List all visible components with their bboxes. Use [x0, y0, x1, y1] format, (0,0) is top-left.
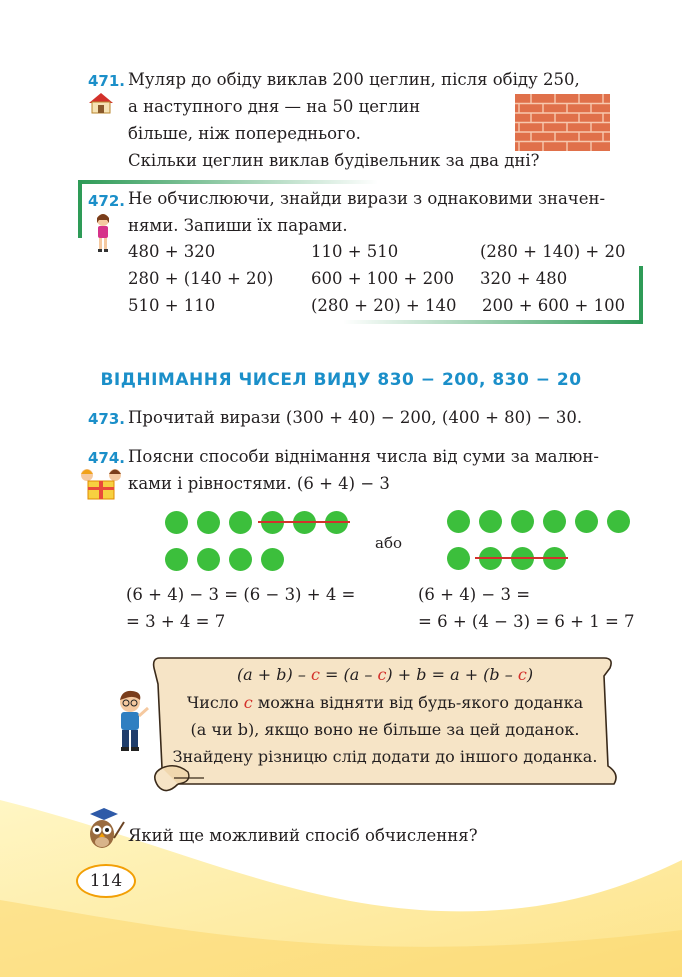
page-number: 114	[76, 864, 136, 898]
formula-part: )	[526, 665, 534, 684]
problem-474-number: 474.	[88, 449, 126, 467]
problem-473-text: Прочитай вирази (300 + 40) − 200, (400 + 80) − 30.	[128, 408, 583, 427]
dot	[575, 510, 598, 533]
expr-col2-row3: (280 + 20) + 140	[311, 296, 457, 315]
section-heading: ВІДНІМАННЯ ЧИСЕЛ ВИДУ 830 − 200, 830 − 20	[100, 370, 582, 390]
kids-with-gift-icon	[78, 467, 124, 501]
left-equation-line-2: = 3 + 4 = 7	[126, 612, 226, 631]
expr-col2-row2: 600 + 100 + 200	[311, 269, 455, 288]
expr-col3-row2: 320 + 480	[480, 269, 568, 288]
problem-472-line-1: Не обчислюючи, знайди вирази з однаковими значен-	[128, 189, 606, 208]
dot	[447, 510, 470, 533]
dot	[479, 510, 502, 533]
or-label: або	[375, 534, 403, 552]
problem-471-line-1: Муляр до обіду виклав 200 цеглин, після обіду 250,	[128, 70, 580, 89]
dot	[261, 548, 284, 571]
brick-wall-image	[515, 94, 610, 151]
problem-471-number: 471.	[88, 72, 126, 90]
formula-var-c: c	[517, 665, 527, 684]
house-icon	[88, 92, 114, 114]
boy-character-icon	[112, 690, 152, 754]
left-equation-line-1: (6 + 4) − 3 = (6 − 3) + 4 =	[126, 585, 356, 604]
dot	[165, 511, 188, 534]
problem-473-number: 473.	[88, 410, 126, 428]
formula-part: (a + b) –	[236, 665, 311, 684]
dot	[607, 510, 630, 533]
expr-col3-row1: (280 + 140) + 20	[480, 242, 626, 261]
owl-teacher-icon	[82, 808, 126, 852]
girl-icon	[92, 212, 114, 254]
dot	[229, 511, 252, 534]
rule-line-1	[160, 693, 610, 712]
dot	[511, 510, 534, 533]
problem-472-line-2: нями. Запиши їх парами.	[128, 216, 348, 235]
problem-471-line-4: Скільки цеглин виклав будівельник за два дні?	[128, 151, 540, 170]
right-equation-line-2: = 6 + (4 − 3) = 6 + 1 = 7	[418, 612, 635, 631]
rule-text: можна відняти від будь-якого доданка	[252, 693, 584, 712]
formula-part: ) + b = a + (b –	[386, 665, 518, 684]
expr-col1-row1: 480 + 320	[128, 242, 216, 261]
strike-line	[258, 521, 350, 523]
dot	[197, 548, 220, 571]
expr-col2-row1: 110 + 510	[311, 242, 399, 261]
problem-471-line-2: а наступного дня — на 50 цеглин	[128, 97, 421, 116]
rule-var-c: c	[243, 693, 253, 712]
dot	[543, 510, 566, 533]
rule-text: Число	[186, 693, 244, 712]
dot	[197, 511, 220, 534]
dot	[165, 548, 188, 571]
dot	[447, 547, 470, 570]
dot	[229, 548, 252, 571]
formula-part: = (a –	[319, 665, 378, 684]
problem-474-line-1: Поясни способи віднімання числа від суми за малюн-	[128, 447, 599, 466]
problem-474-line-2: ками і рівностями. (6 + 4) − 3	[128, 474, 390, 493]
question-text: Який ще можливий спосіб обчислення?	[128, 826, 478, 845]
formula-var-c: c	[377, 665, 387, 684]
rule-formula	[160, 665, 610, 684]
expr-col1-row3: 510 + 110	[128, 296, 216, 315]
expr-col3-row3: 200 + 600 + 100	[482, 296, 626, 315]
expr-col1-row2: 280 + (140 + 20)	[128, 269, 274, 288]
right-equation-line-1: (6 + 4) − 3 =	[418, 585, 531, 604]
strike-line	[475, 557, 568, 559]
rule-line-2: (a чи b), якщо воно не більше за цей доданок.	[190, 720, 580, 739]
formula-var-c: c	[310, 665, 320, 684]
rule-line-3: Знайдену різницю слід додати до іншого доданка.	[172, 747, 598, 766]
problem-471-line-3: більше, ніж попереднього.	[128, 124, 361, 143]
problem-472-number: 472.	[88, 192, 126, 210]
